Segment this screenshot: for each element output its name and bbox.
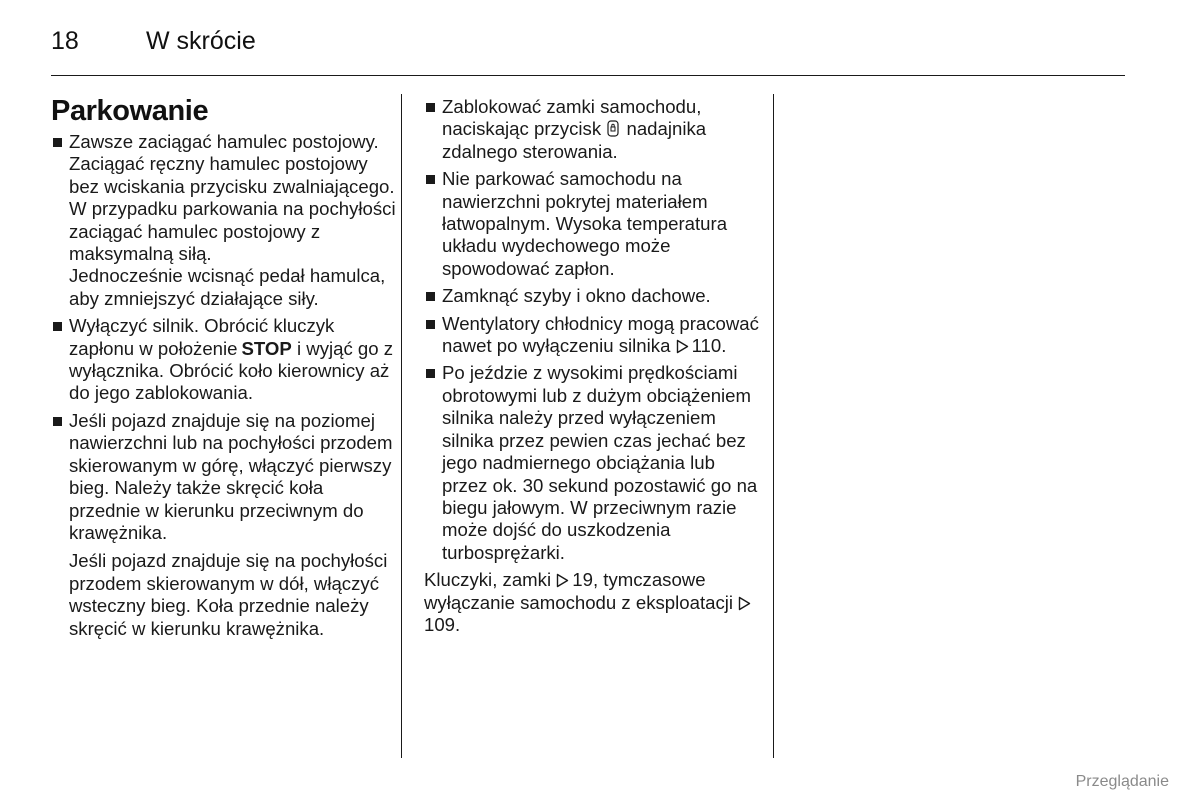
bullet-square-icon: [426, 369, 435, 378]
section-heading: Parkowanie: [51, 95, 209, 127]
bullet-square-icon: [426, 292, 435, 301]
list-item-text: Jeśli pojazd znajduje się na poziomej nawierzchni lub na pochyłości przodem skierowanym w górę, włączyć pierwszy bieg. Należy także skręcić koła przednie w kierunku przeciwnym do krawężnika.: [69, 409, 393, 543]
left-column: [51, 95, 396, 645]
text-segment: Wentylatory chłodnicy mogą pracować nawet po wyłączeniu silnika: [442, 312, 759, 357]
stop-label: STOP: [241, 337, 292, 359]
text-segment: nadajnika zdalnego sterowania.: [442, 118, 707, 162]
list-item: [424, 168, 764, 280]
page-title: W skrócie: [146, 27, 256, 55]
bullet-square-icon: [426, 103, 435, 112]
list-item: [424, 313, 764, 358]
list-item-text: Po jeździe z wysokimi prędkościami obrotowymi lub z dużym obciążeniem silnika należy przed wyłączeniem silnika przez pewien czas jechać bez jego nadmiernego obciążania lub przez ok. 30 sekund pozostawić go na biegu jałowym. W przeciwnym razie może dojść do uszkodzenia turbosprężarki.: [442, 362, 758, 563]
page-number: 18: [51, 27, 79, 55]
bullet-square-icon: [53, 417, 62, 426]
list-item-text: [69, 315, 396, 405]
middle-column: [424, 96, 764, 636]
list-item: [51, 315, 396, 405]
list-item-text: Zawsze zaciągać hamulec postojowy. Zaciągać ręczny hamulec postojowy bez wciskania przycisku zwalniającego.: [69, 131, 395, 197]
bullet-square-icon: [426, 175, 435, 184]
bullet-square-icon: [426, 320, 435, 329]
text-segment: Wyłączyć silnik. Obrócić kluczyk zapłonu w położenie: [69, 315, 335, 359]
reference-arrow-icon: [738, 596, 751, 611]
bullet-square-icon: [53, 138, 62, 147]
header-divider: [51, 75, 1125, 76]
list-item: [424, 362, 764, 564]
list-item-text: W przypadku parkowania na pochyłości zaciągać hamulec postojowy z maksymalną siłą.: [69, 198, 396, 265]
bullet-square-icon: [53, 322, 62, 331]
column-divider-right: [773, 94, 774, 758]
page-reference-link[interactable]: 110.: [691, 335, 727, 357]
column-divider-left: [401, 94, 402, 758]
list-item-text: Nie parkować samochodu na nawierzchni pokrytej materiałem łatwopalnym. Wysoka temperatura układu wydechowego może spowodować zapłon.: [442, 168, 728, 279]
text-segment: Zablokować zamki samochodu, naciskając przycisk: [442, 96, 702, 140]
list-item: [424, 285, 764, 307]
page-reference-link[interactable]: 19, tymczasowe wyłączanie samochodu z eksploatacji: [424, 569, 734, 613]
footer-label: Przeglądanie: [1075, 773, 1169, 790]
reference-arrow-icon: [556, 573, 569, 588]
list-item: [424, 96, 764, 163]
reference-arrow-icon: [676, 339, 689, 354]
text-segment: Kluczyki, zamki: [424, 569, 552, 591]
list-item-text: [442, 313, 764, 358]
text-segment: i wyjąć go z wyłącznika. Obrócić koło kierownicy aż do jego zablokowania.: [69, 337, 394, 404]
lock-button-icon: [607, 120, 619, 137]
page-reference-link[interactable]: 109.: [424, 613, 461, 635]
list-item: [51, 131, 396, 310]
list-item-text: Jeśli pojazd znajduje się na pochyłości przodem skierowanym w dół, włączyć wsteczny bieg. Koła przednie należy skręcić w kierunku krawężnika.: [69, 550, 388, 639]
list-item: [51, 410, 396, 640]
list-item-text: [442, 96, 764, 163]
cross-reference-paragraph: [424, 569, 764, 636]
list-item-text: Zamknąć szyby i okno dachowe.: [442, 285, 711, 307]
list-item-text: Jednocześnie wcisnąć pedał hamulca, aby zmniejszyć działające siły.: [69, 265, 386, 309]
